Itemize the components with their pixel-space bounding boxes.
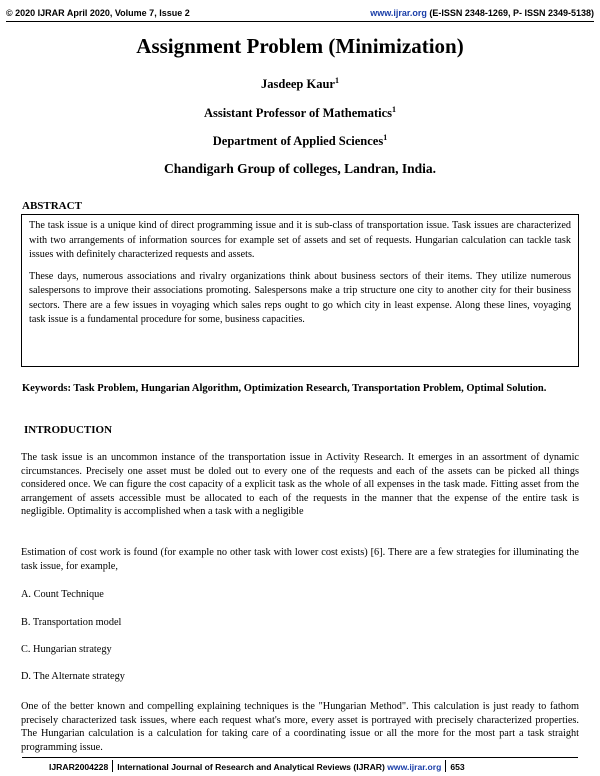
method-item: B. Transportation model xyxy=(21,617,122,628)
footer-url[interactable]: www.ijrar.org xyxy=(387,762,442,772)
method-item: D. The Alternate strategy xyxy=(21,671,125,682)
page-footer xyxy=(0,757,600,773)
header-url[interactable]: www.ijrar.org xyxy=(370,8,427,18)
intro-paragraph-2: Estimation of cost work is found (for example no other task with lower cost exists) [6]. There are a few strategies for illuminating the task issue, for example, xyxy=(21,547,579,572)
intro-paragraph-1: The task issue is an uncommon instance of the transportation issue in Activity Research. It emerges in an assortment of dynamic circumstances. Precisely one asset must be doled out to every one of the requests and each of the assets can be picked all things considered once. We can figure the cost capacity of a explicit task as the whole of all expenses in the task made. Fitting asset from the arrangement of assets accessible must be allocated to each of the requests in the manner that the expense of the entire task is negligible. Optimality is accomplished when a task with a negligible xyxy=(21,452,579,517)
method-item: C. Hungarian strategy xyxy=(21,644,112,655)
header-citation: © 2020 IJRAR April 2020, Volume 7, Issue 2 xyxy=(6,8,190,18)
header-rule xyxy=(6,21,594,22)
footer-rule xyxy=(22,757,578,758)
footer-text xyxy=(49,760,465,772)
abstract-box xyxy=(21,214,579,367)
author-name: Jasdeep Kaur$^1$ xyxy=(261,76,339,92)
author-position: Assistant Professor of Mathematics$^1$ xyxy=(203,105,397,121)
keywords: Keywords: Task Problem, Hungarian Algorithm, Optimization Research, Transportation Problem, Optimal Solution. xyxy=(22,383,547,394)
page-header xyxy=(6,5,594,23)
method-item: A. Count Technique xyxy=(21,589,104,600)
author-department: Department of Applied Sciences$^1$ xyxy=(212,133,388,149)
intro-paragraph-3: One of the better known and compelling explaining techniques is the "Hungarian Method". This calculation is just ready to fathom precisely characterized task issues, where each request what's more, every asset is portrayed with precisely characterized properties. The Hungarian calculation is a calculation for taking care of a coordinating issue or all the more for the most part a task straight programming issue. xyxy=(21,701,579,753)
header-issn: (E-ISSN 2348-1269, P- ISSN 2349-5138) xyxy=(429,8,594,18)
footer-journal: International Journal of Research and Analytical Reviews (IJRAR) xyxy=(117,762,385,772)
paper-title: Assignment Problem (Minimization) xyxy=(136,34,464,58)
introduction-heading: INTRODUCTION xyxy=(24,424,113,436)
abstract-heading: ABSTRACT xyxy=(22,200,82,212)
footer-paper-id: IJRAR2004228 xyxy=(49,762,109,772)
footer-page-number: 653 xyxy=(450,762,465,772)
abstract-paragraph-1: The task issue is a unique kind of direct programming issue and it is sub-class of transportation issue. Task issues are characterized with two arrangements of information sources for example set of assets and set of requests. Hungarian calculation can tackle task issues with definitely characterized requests and assets. xyxy=(29,220,571,260)
author-institution: Chandigarh Group of colleges, Landran, India. xyxy=(163,161,437,176)
abstract-paragraph-2: These days, numerous associations and rivalry organizations think about business sectors of their items. They utilize numerous salespersons to improve their associations promoting. Salespersons make a trip structure one city to another city for their business sectors. There are a few issues in voyaging which sales reps ought to go which city in least expense. Along these lines, voyaging task issue is a fundamental procedure for some, business capacities. xyxy=(29,270,571,325)
header-right xyxy=(370,8,594,18)
